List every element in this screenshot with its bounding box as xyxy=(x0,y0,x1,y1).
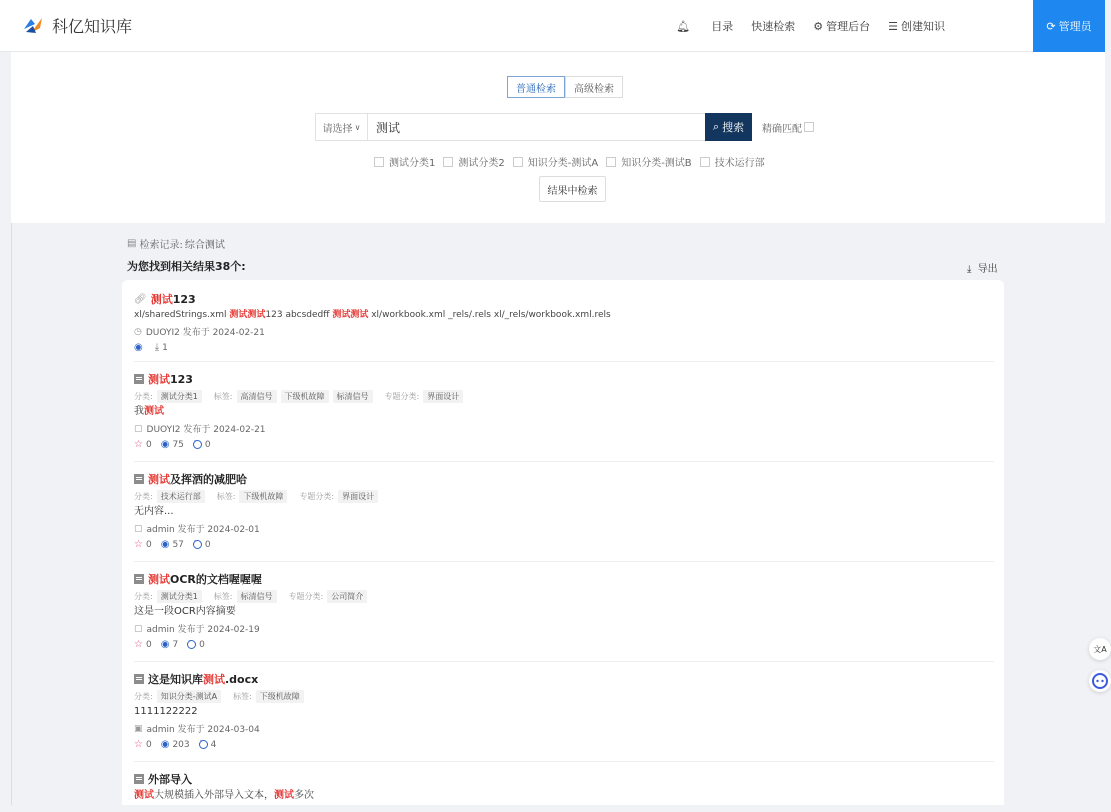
views-count: 7 xyxy=(172,639,179,650)
tag[interactable]: 标清信号 xyxy=(237,590,277,603)
tab-advanced-search[interactable]: 高级检索 xyxy=(565,76,623,98)
logout-icon: ⟳ xyxy=(1046,19,1056,33)
tag[interactable]: 下级机故障 xyxy=(281,390,329,403)
exact-match-label: 精确匹配 xyxy=(762,123,802,135)
topic-label: 专题分类: xyxy=(384,392,420,401)
title-highlight: 测试 xyxy=(148,373,170,386)
star-icon: ☆ xyxy=(134,539,143,550)
snippet-highlight: 测试 xyxy=(134,790,154,801)
checkbox[interactable] xyxy=(700,157,710,167)
result-stats xyxy=(134,439,994,450)
title-prefix: 这是知识库 xyxy=(148,673,203,686)
downloads-count: 1 xyxy=(162,342,168,353)
comments-count: 0 xyxy=(199,639,205,650)
favorites-stat[interactable] xyxy=(134,439,152,450)
result-description: 这是一段OCR内容摘要 xyxy=(134,606,236,617)
document-icon xyxy=(134,574,144,584)
category-tag[interactable]: 测试分类1 xyxy=(157,390,202,403)
views-stat xyxy=(161,639,178,650)
snippet-part: 123 abcsdedff xyxy=(265,310,333,320)
file-icon: ▢ xyxy=(134,623,143,634)
result-description: 无内容... xyxy=(134,506,174,517)
title-text: 123 xyxy=(172,292,196,306)
result-item xyxy=(134,572,994,662)
downloads-stat xyxy=(155,342,168,353)
result-item xyxy=(134,672,994,762)
history-label: 检索记录: xyxy=(139,240,183,251)
tag-label: 标签: xyxy=(213,592,233,601)
category-label: 分类: xyxy=(134,592,153,601)
category-checkbox-3[interactable] xyxy=(513,154,598,169)
snippet-highlight: 测试 xyxy=(274,790,294,801)
user-admin-label: 管理员 xyxy=(1058,20,1092,33)
category-checkbox-5[interactable] xyxy=(700,154,765,169)
attachment-icon: 🔗︎ xyxy=(134,293,147,305)
snippet-highlight: 测试测试 xyxy=(332,310,369,320)
result-title[interactable] xyxy=(134,292,994,306)
topic-label: 专题分类: xyxy=(288,592,324,601)
document-icon xyxy=(134,774,144,784)
category-label: 测试分类2 xyxy=(458,158,505,169)
result-description xyxy=(134,406,994,418)
comments-count: 0 xyxy=(204,539,211,550)
title-highlight: 测试 xyxy=(150,293,173,306)
category-label: 分类: xyxy=(134,492,153,501)
comments-stat[interactable] xyxy=(193,540,211,550)
eye-icon: ◉ xyxy=(160,439,170,450)
views-stat xyxy=(161,739,190,750)
snippet-highlight: 测试测试 xyxy=(229,310,266,320)
category-tag[interactable]: 技术运行部 xyxy=(157,490,205,503)
result-item xyxy=(134,772,994,812)
topic-tag[interactable]: 界面设计 xyxy=(338,490,378,503)
assistant-button[interactable] xyxy=(1089,670,1111,692)
checkbox[interactable] xyxy=(513,157,523,167)
title-text: OCR的文档喔喔喔 xyxy=(170,573,262,586)
comment-icon xyxy=(199,740,208,749)
favorites-count: 0 xyxy=(145,739,152,750)
comments-stat[interactable] xyxy=(187,640,205,650)
result-meta xyxy=(134,690,994,703)
nav-quick-search-label: 快速检索 xyxy=(751,20,796,33)
result-item xyxy=(134,472,994,562)
search-history xyxy=(127,236,225,251)
tab-normal-search[interactable]: 普通检索 xyxy=(507,76,565,98)
document-icon xyxy=(134,674,144,684)
star-icon: ☆ xyxy=(134,739,143,750)
comments-count: 0 xyxy=(204,439,211,450)
comment-icon xyxy=(187,640,196,649)
category-checkbox-2[interactable] xyxy=(443,154,504,169)
result-snippet xyxy=(134,310,994,321)
result-meta xyxy=(134,390,994,403)
history-value[interactable]: 综合测试 xyxy=(184,240,225,251)
clock-icon: ◷ xyxy=(134,326,142,337)
bell-icon: 🔔︎ xyxy=(676,19,691,33)
logo-icon xyxy=(22,15,44,37)
publisher-line xyxy=(134,723,994,734)
file-icon: ▢ xyxy=(134,423,143,434)
publisher-text: DUOYI2 发布于 2024-02-21 xyxy=(146,425,266,435)
nav-catalog-label: 目录 xyxy=(711,20,734,33)
comments-stat[interactable] xyxy=(199,740,217,750)
search-row xyxy=(315,113,814,141)
assistant-icon xyxy=(1092,673,1108,689)
result-title[interactable] xyxy=(134,372,994,386)
publisher-line xyxy=(134,326,994,337)
history-icon: ▤ xyxy=(127,238,137,249)
nav-create-knowledge-label: 创建知识 xyxy=(901,20,945,33)
eye-icon: ◉ xyxy=(160,739,170,750)
scope-select[interactable] xyxy=(315,113,367,141)
notifications-button[interactable] xyxy=(676,20,693,33)
category-label: 知识分类-测试B xyxy=(621,158,692,169)
checkbox[interactable] xyxy=(443,157,453,167)
tag[interactable]: 高清信号 xyxy=(237,390,277,403)
publisher-text: admin 发布于 2024-02-01 xyxy=(146,525,260,535)
nav-catalog[interactable] xyxy=(711,18,733,34)
eye-icon: ◉ xyxy=(160,539,170,550)
snippet-part: 多次 xyxy=(294,790,314,801)
result-stats xyxy=(134,342,994,353)
favorites-count: 0 xyxy=(145,439,152,450)
translate-button[interactable] xyxy=(1089,638,1111,660)
title-text: 及挥洒的减肥哈 xyxy=(170,473,247,486)
favorites-count: 0 xyxy=(145,639,152,650)
star-icon: ☆ xyxy=(134,639,143,650)
search-icon: ⌕ xyxy=(712,120,720,133)
category-filters xyxy=(374,154,773,169)
tag-label: 标签: xyxy=(233,692,252,701)
search-panel xyxy=(11,52,1105,223)
image-file-icon: ▣ xyxy=(134,723,143,734)
topic-label: 专题分类: xyxy=(299,492,335,501)
document-icon xyxy=(134,474,144,484)
search-button-label: 搜索 xyxy=(722,121,745,134)
exact-match-toggle[interactable] xyxy=(762,120,814,135)
chevron-down-icon: ∨ xyxy=(354,122,361,132)
scope-select-value: 请选择 xyxy=(322,123,353,135)
tag[interactable]: 下级机故障 xyxy=(256,690,304,703)
views-count: 203 xyxy=(172,739,190,750)
nav-admin-console-label: 管理后台 xyxy=(826,20,871,33)
snippet-part: 大规模插入外部导入文本， xyxy=(154,790,274,801)
tag[interactable]: 下级机故障 xyxy=(239,490,287,503)
export-button[interactable] xyxy=(967,260,998,275)
category-label: 测试分类1 xyxy=(389,158,436,169)
document-icon xyxy=(134,374,144,384)
search-tabs xyxy=(507,76,623,98)
exact-match-checkbox[interactable] xyxy=(804,122,814,132)
publisher-text: DUOYI2 发布于 2024-02-21 xyxy=(145,328,265,338)
eye-icon: ◉ xyxy=(160,639,170,650)
download-icon: ⤓ xyxy=(967,264,972,275)
result-stats xyxy=(134,739,994,750)
file-icon: ▢ xyxy=(134,523,143,534)
title-highlight: 测试 xyxy=(148,473,170,486)
translate-icon: 文A xyxy=(1093,644,1107,654)
result-item xyxy=(134,372,994,462)
comments-count: 4 xyxy=(210,739,217,750)
views-stat xyxy=(134,342,146,353)
top-nav xyxy=(658,0,945,52)
views-count: 57 xyxy=(172,539,184,550)
tag-label: 标签: xyxy=(213,392,233,401)
star-icon: ☆ xyxy=(134,439,143,450)
views-count: 75 xyxy=(172,439,184,450)
comments-stat[interactable] xyxy=(193,440,211,450)
publisher-text: admin 发布于 2024-03-04 xyxy=(146,725,260,735)
category-tag[interactable]: 知识分类-测试A xyxy=(157,690,221,703)
result-list xyxy=(122,280,1004,805)
checkbox[interactable] xyxy=(606,157,616,167)
favorites-stat[interactable] xyxy=(134,739,152,750)
publisher-line xyxy=(134,423,994,434)
category-checkbox-4[interactable] xyxy=(606,154,691,169)
nav-quick-search[interactable] xyxy=(751,18,795,34)
title-highlight: 测试 xyxy=(148,573,170,586)
menu-icon: ☰ xyxy=(888,19,898,33)
comment-icon xyxy=(193,440,202,449)
snippet-part: xl/sharedStrings.xml xyxy=(134,310,230,320)
category-label: 知识分类-测试A xyxy=(527,158,599,169)
views-stat xyxy=(161,539,184,550)
comment-icon xyxy=(193,540,202,549)
publisher-line xyxy=(134,623,994,634)
eye-icon: ◉ xyxy=(134,342,143,353)
title-highlight: 测试 xyxy=(203,673,225,686)
category-tag[interactable]: 测试分类1 xyxy=(157,590,202,603)
views-stat xyxy=(161,439,184,450)
search-button[interactable] xyxy=(705,113,752,141)
nav-admin-console[interactable] xyxy=(813,18,870,34)
nav-create-knowledge[interactable] xyxy=(888,18,945,34)
result-title[interactable] xyxy=(134,472,994,486)
logo[interactable] xyxy=(22,14,132,37)
result-title[interactable] xyxy=(134,572,994,586)
search-within-results-button[interactable]: 结果中检索 xyxy=(539,176,606,202)
tag-label: 标签: xyxy=(216,492,236,501)
category-checkbox-1[interactable] xyxy=(374,154,435,169)
desc-text: 我 xyxy=(134,406,144,417)
checkbox[interactable] xyxy=(374,157,384,167)
topic-tag[interactable]: 界面设计 xyxy=(423,390,463,403)
result-title[interactable] xyxy=(134,672,994,686)
category-label: 分类: xyxy=(134,392,153,401)
result-description: 1111122222 xyxy=(134,706,198,717)
top-header xyxy=(0,0,1105,52)
title-text: 外部导入 xyxy=(148,773,192,786)
result-count: 为您找到相关结果38个: xyxy=(127,260,246,273)
favorites-stat[interactable] xyxy=(134,639,152,650)
result-stats xyxy=(134,639,994,650)
favorites-stat[interactable] xyxy=(134,539,152,550)
snippet-part: xl/workbook.xml _rels/.rels xl/_rels/workbook.xml.rels xyxy=(368,310,611,320)
topic-tag[interactable]: 公司简介 xyxy=(327,590,367,603)
user-admin-button[interactable] xyxy=(1033,0,1105,52)
desc-highlight: 测试 xyxy=(144,406,164,417)
result-stats xyxy=(134,539,994,550)
tag[interactable]: 标清信号 xyxy=(333,390,373,403)
publisher-line xyxy=(134,523,994,534)
title-text: 123 xyxy=(170,372,193,386)
export-label: 导出 xyxy=(977,264,998,275)
result-snippet xyxy=(134,790,994,801)
download-icon: ⤓ xyxy=(154,342,160,353)
search-input[interactable]: 测试 xyxy=(367,113,705,141)
category-label: 分类: xyxy=(134,692,153,701)
title-text: .docx xyxy=(225,672,259,686)
category-label: 技术运行部 xyxy=(714,158,765,169)
app-title: 科亿知识库 xyxy=(52,17,133,36)
result-title[interactable] xyxy=(134,772,994,786)
settings-icon: ⚙ xyxy=(813,19,824,33)
result-meta xyxy=(134,590,994,603)
favorites-count: 0 xyxy=(145,539,152,550)
result-meta xyxy=(134,490,994,503)
result-item xyxy=(134,292,994,362)
publisher-text: admin 发布于 2024-02-19 xyxy=(146,625,260,635)
